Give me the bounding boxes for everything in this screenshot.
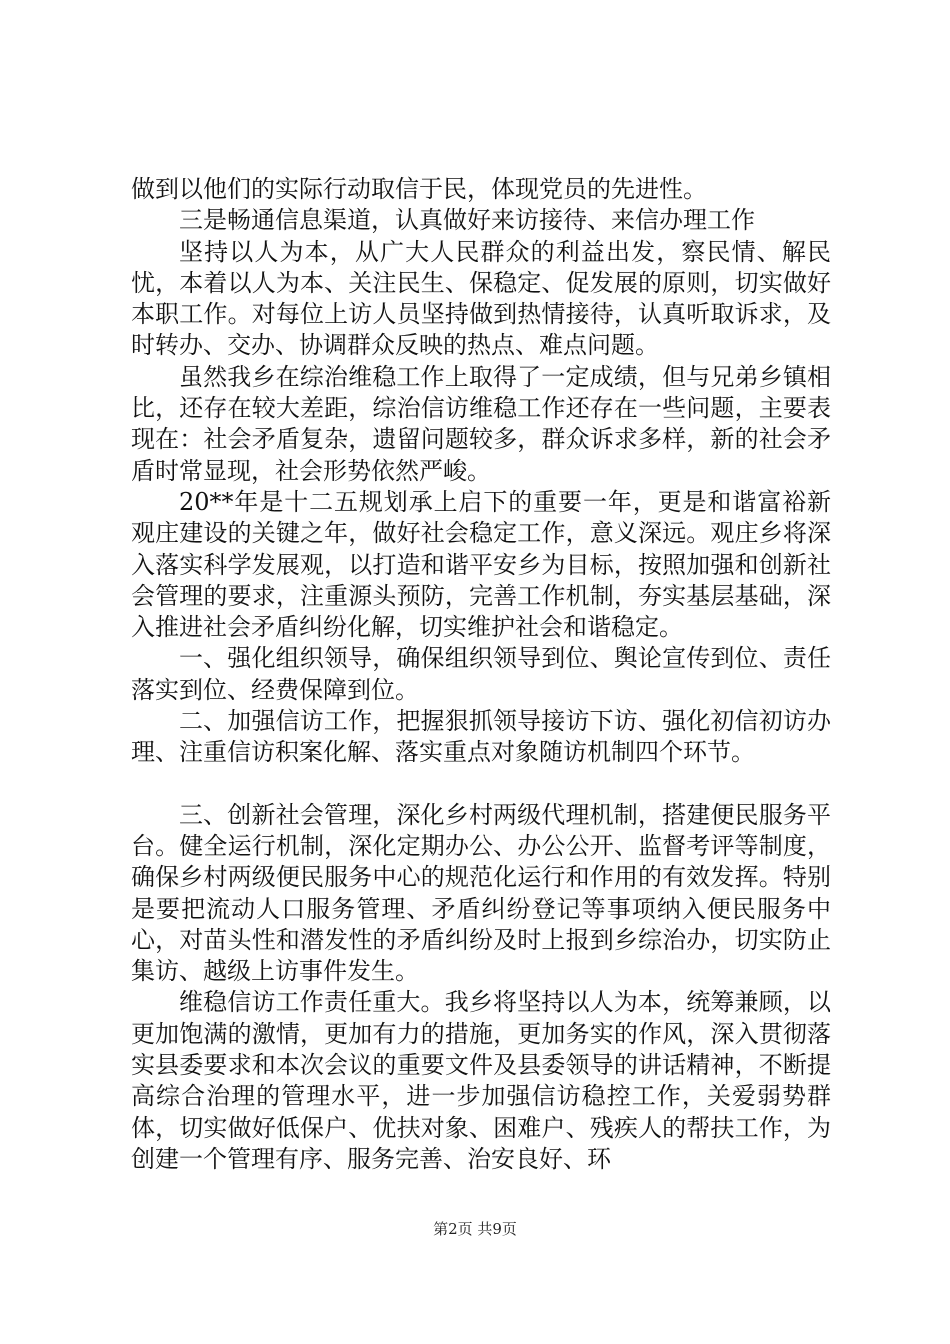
page-number-footer: 第2页 共9页	[433, 1220, 517, 1238]
paragraph-1: 做到以他们的实际行动取信于民，体现党员的先进性。	[131, 175, 707, 203]
paragraph-5: 20**年是十二五规划承上启下的重要一年，更是和谐富裕新观庄建设的关键之年，做好社会稳定工作，意义深远。观庄乡将深入落实科学发展观，以打造和谐平安乡为目标，按照加强和创新社会管理的要求，注重源头预防，完善工作机制，夯实基层基础，深入推进社会矛盾纠纷化解，切实维护社会和谐稳定。	[131, 487, 831, 642]
paragraph-8: 三、创新社会管理，深化乡村两级代理机制，搭建便民服务平台。健全运行机制，深化定期办公、办公公开、监督考评等制度，确保乡村两级便民服务中心的规范化运行和作用的有效发挥。特别是要把流动人口服务管理、矛盾纠纷登记等事项纳入便民服务中心，对苗头性和潜发性的矛盾纠纷及时上报到乡综治办，切实防止集访、越级上访事件发生。	[131, 800, 831, 986]
paragraph-2-heading: 三是畅通信息渠道，认真做好来访接待、来信办理工作	[179, 206, 755, 235]
paragraph-7: 二、加强信访工作，把握狠抓领导接访下访、强化初信初访办理、注重信访积案化解、落实重点对象随访机制四个环节。	[131, 707, 831, 767]
paragraph-4: 虽然我乡在综治维稳工作上取得了一定成绩，但与兄弟乡镇相比，还存在较大差距，综治信访维稳工作还存在一些问题，主要表现在：社会矛盾复杂，遗留问题较多，群众诉求多样，新的社会矛盾时常显现，社会形势依然严峻。	[131, 362, 831, 485]
document-body	[131, 174, 831, 1175]
paragraph-9: 维稳信访工作责任重大。我乡将坚持以人为本，统筹兼顾，以更加饱满的激情，更加有力的措施，更加务实的作风，深入贯彻落实县委要求和本次会议的重要文件及县委领导的讲话精神，不断提高综合治理的管理水平，进一步加强信访稳控工作，关爱弱势群体，切实做好低保户、优扶对象、困难户、残疾人的帮扶工作，为创建一个管理有序、服务完善、治安良好、环	[131, 988, 831, 1173]
paragraph-3: 坚持以人为本，从广大人民群众的利益出发，察民情、解民忧，本着以人为本、关注民生、保稳定、促发展的原则，切实做好本职工作。对每位上访人员坚持做到热情接待，认真听取诉求，及时转办、交办、协调群众反映的热点、难点问题。	[131, 237, 831, 360]
paragraph-6: 一、强化组织领导，确保组织领导到位、舆论宣传到位、责任落实到位、经费保障到位。	[131, 644, 831, 704]
